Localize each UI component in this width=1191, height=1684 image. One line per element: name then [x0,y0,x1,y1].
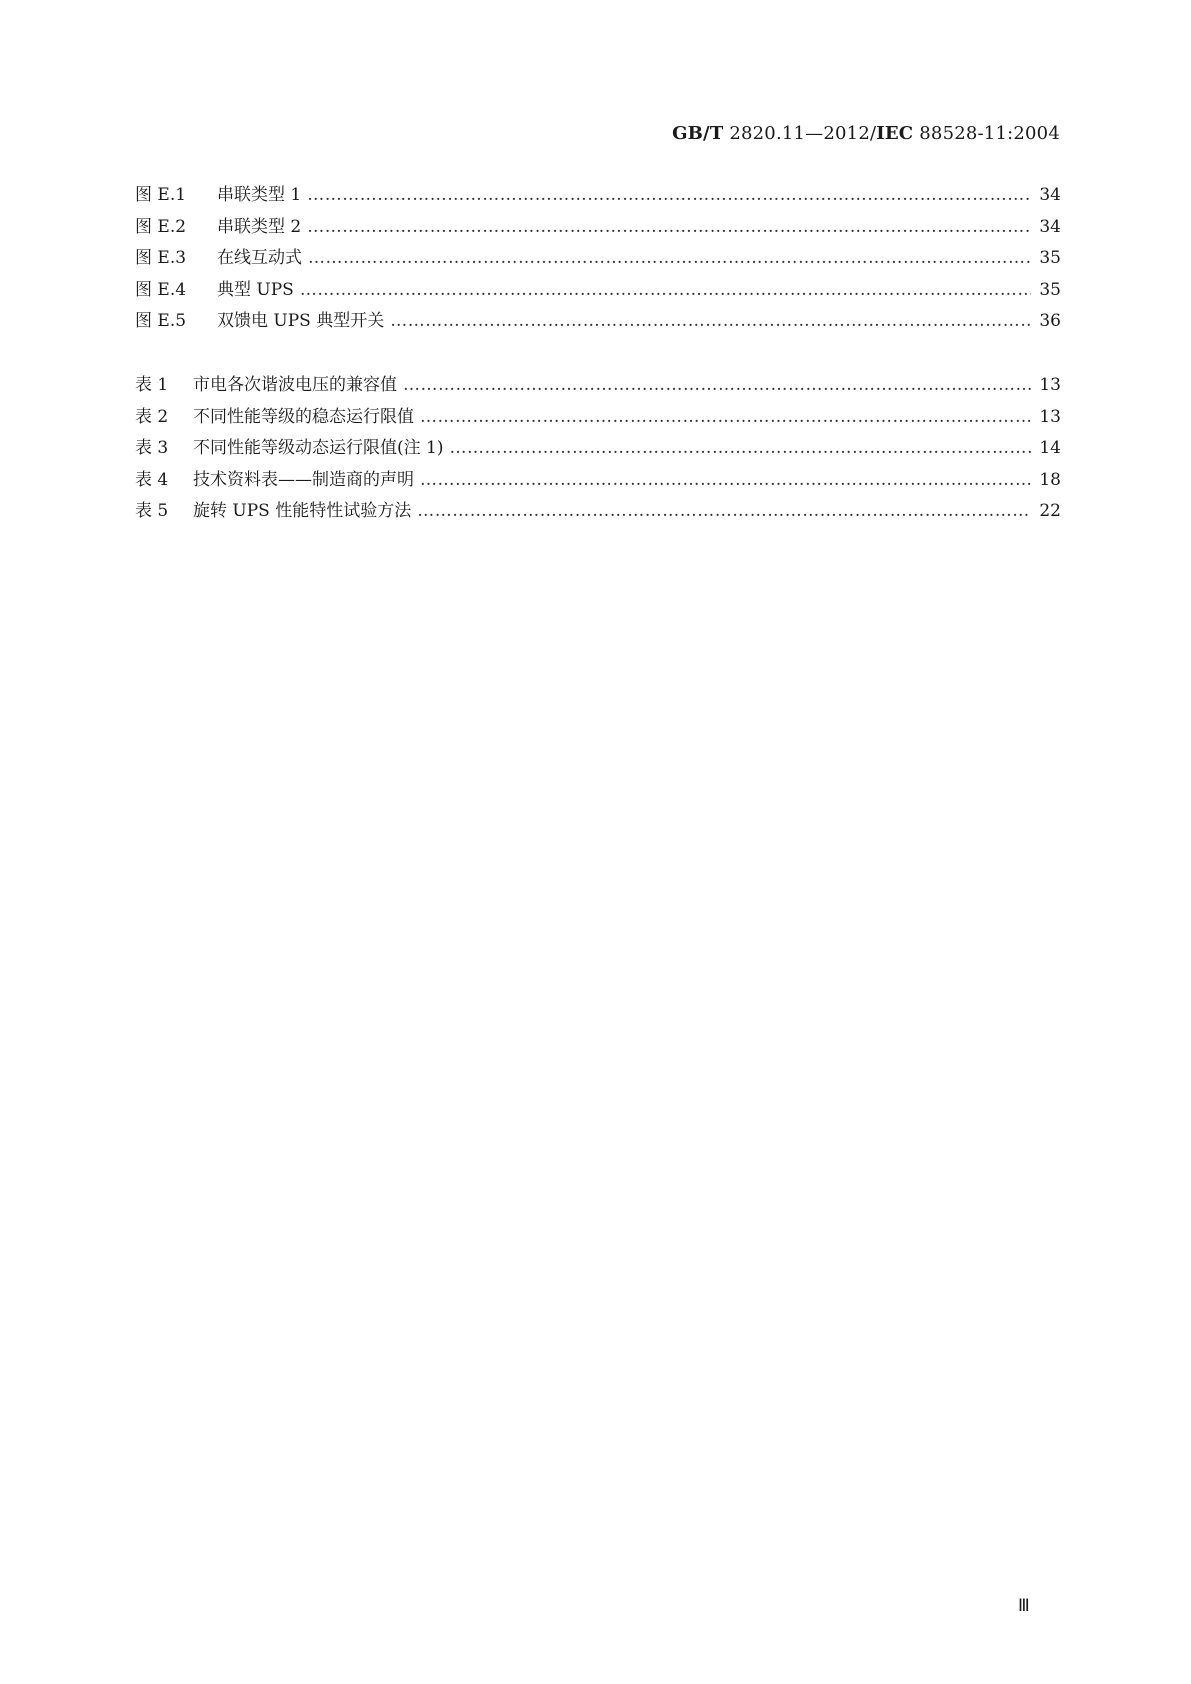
table-id: 表 2 [135,406,169,427]
table-title: 不同性能等级的稳态运行限值 [193,406,414,427]
figure-list [135,180,1061,338]
standard-number: 2820.11—2012/ [723,123,877,144]
dot-leader [403,370,1031,402]
figure-page: 34 [1039,185,1061,205]
table-title: 不同性能等级动态运行限值(注 1) [193,438,444,458]
table-page: 22 [1039,501,1061,521]
table-list [135,370,1061,528]
table-page: 13 [1039,406,1061,427]
table-page: 18 [1039,469,1061,490]
table-title: 技术资料表——制造商的声明 [193,469,414,490]
figure-id: 图 E.2 [135,216,187,237]
figure-page: 36 [1039,311,1061,331]
toc-table-entry[interactable] [135,496,1061,528]
table-page: 14 [1039,438,1061,458]
toc-figure-entry[interactable] [135,212,1061,244]
table-id: 表 5 [135,501,169,521]
dot-leader [417,496,1031,528]
figure-title: 双馈电 UPS 典型开关 [217,311,385,331]
dot-leader [307,180,1031,212]
toc-table-entry[interactable] [135,402,1061,434]
figure-title: 典型 UPS [217,279,294,300]
figure-page: 34 [1039,216,1061,237]
table-id: 表 1 [135,375,169,395]
figure-id: 图 E.4 [135,279,187,300]
iec-prefix: IEC [876,123,914,144]
figure-page: 35 [1039,279,1061,300]
table-page: 13 [1039,375,1061,395]
dot-leader [420,402,1031,434]
figure-id: 图 E.5 [135,311,187,331]
table-id: 表 3 [135,438,169,458]
toc-figure-entry[interactable] [135,180,1061,212]
toc-table-entry[interactable] [135,433,1061,465]
toc-figure-entry[interactable] [135,275,1061,307]
standard-code-header [672,123,1060,144]
dot-leader [307,212,1031,244]
toc-figure-entry[interactable] [135,306,1061,338]
figure-id: 图 E.3 [135,248,187,268]
toc-table-entry[interactable] [135,370,1061,402]
dot-leader [308,243,1031,275]
standard-prefix: GB/T [672,123,724,144]
dot-leader [449,433,1031,465]
table-title: 市电各次谐波电压的兼容值 [193,375,397,395]
figure-page: 35 [1039,248,1061,268]
figure-id: 图 E.1 [135,185,187,205]
figure-title: 串联类型 1 [217,185,302,205]
page-number: Ⅲ [1018,1596,1030,1615]
table-title: 旋转 UPS 性能特性试验方法 [193,501,412,521]
dot-leader [420,465,1031,497]
figure-title: 串联类型 2 [217,216,302,237]
iec-number: 88528-11:2004 [913,123,1060,144]
table-id: 表 4 [135,469,169,490]
toc-figure-entry[interactable] [135,243,1061,275]
dot-leader [300,275,1031,307]
dot-leader [390,306,1031,338]
figure-title: 在线互动式 [217,248,302,268]
toc-table-entry[interactable] [135,465,1061,497]
